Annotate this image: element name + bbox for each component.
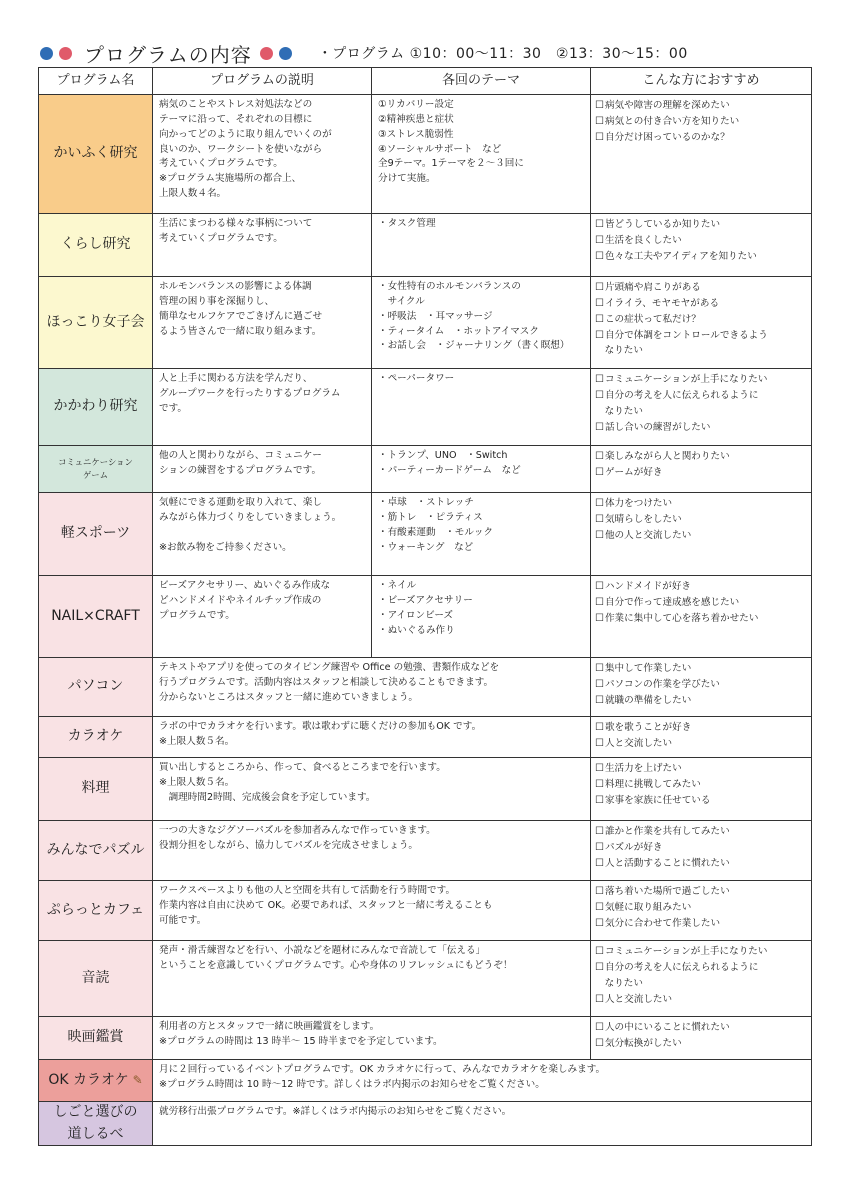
program-name: 映画鑑賞 xyxy=(67,1029,124,1046)
table-row xyxy=(39,214,812,277)
description-line: 気軽にできる運動を取り入れて、楽し xyxy=(159,497,322,508)
table-row xyxy=(39,1102,812,1146)
recommendation-item: ☐ 病気との付き合い方を知りたい xyxy=(595,114,805,130)
table-row xyxy=(39,446,812,493)
table-row xyxy=(39,717,812,758)
recommendation-continuation: なりたい xyxy=(595,345,643,357)
program-description-cell xyxy=(153,1060,812,1102)
recommendation-item: ☐ 家事を家族に任せている xyxy=(595,793,805,809)
program-themes-cell xyxy=(372,493,591,576)
table-row xyxy=(39,1060,812,1102)
theme-line: ・有酸素運動 ・モルック xyxy=(378,526,494,538)
program-description-cell xyxy=(153,446,372,493)
table-row xyxy=(39,95,812,214)
table-row xyxy=(39,1017,812,1060)
recommendation-item: ☐ 自分の考えを人に伝えられるように xyxy=(595,960,805,976)
description-line: 向かってどのように取り組んでいくのが xyxy=(159,128,332,140)
program-name: パソコン xyxy=(67,678,124,695)
recommendation-item: ☐ 歌を歌うことが好き xyxy=(595,720,805,736)
program-description-cell xyxy=(153,493,372,576)
program-name-cell xyxy=(39,493,153,576)
theme-line: ・呼吸法 ・耳マッサージ xyxy=(378,310,493,322)
description-line: ※プログラム実施場所の都合上、 xyxy=(159,173,302,185)
description-line: ※上限人数５名。 xyxy=(159,776,235,788)
description-line: 考えていくプログラムです。 xyxy=(159,232,283,244)
program-description-cell xyxy=(153,1017,591,1060)
description-line: 買い出しするところから、作って、食べるところまでを行います。 xyxy=(159,762,446,773)
table-row xyxy=(39,493,812,576)
program-name-cell xyxy=(39,277,153,369)
theme-line: ・タスク管理 xyxy=(378,218,436,229)
program-themes-cell xyxy=(372,95,591,214)
program-description-cell xyxy=(153,717,591,758)
program-name-cell xyxy=(39,658,153,717)
program-description-cell xyxy=(153,941,591,1017)
recommendation-item: ☐ 作業に集中して心を落ち着かせたい xyxy=(595,611,805,627)
theme-line: ・パーティーカードゲーム など xyxy=(378,464,521,476)
program-description-cell xyxy=(153,576,372,658)
description-line: 可能です。 xyxy=(159,914,207,926)
description-line: 一つの大きなジグソーパズルを参加者みんなで作っていきます。 xyxy=(159,825,436,836)
recommendation-item: ☐ パソコンの作業を学びたい xyxy=(595,677,805,693)
description-line: みながら体力づくりをしていきましょう。 xyxy=(159,511,342,523)
recommendation-cell xyxy=(591,881,812,941)
recommendation-cell xyxy=(591,658,812,717)
theme-line: ・女性特有のホルモンバランスの xyxy=(378,281,521,292)
description-line: ラボの中でカラオケを行います。歌は歌わずに聴くだけの参加もOK です。 xyxy=(159,721,482,732)
program-name: かかわり研究 xyxy=(53,398,138,415)
program-name: 料理 xyxy=(81,780,110,797)
recommendation-item: ☐ 病気や障害の理解を深めたい xyxy=(595,98,805,114)
recommendation-cell xyxy=(591,1017,812,1060)
description-line: 発声・滑舌練習などを行い、小説などを題材にみんなで音読して「伝える」 xyxy=(159,945,486,956)
program-name-cell xyxy=(39,1102,153,1146)
recommendation-item: ☐ 人と交流したい xyxy=(595,736,805,752)
program-description-cell xyxy=(153,277,372,369)
program-name: 軽スポーツ xyxy=(60,525,131,542)
recommendation-item: ☐ 気軽に取り組みたい xyxy=(595,900,805,916)
recommendation-item: ☐ 人と活動することに慣れたい xyxy=(595,856,805,872)
recommendation-item: ☐ 自分で作って達成感を感じたい xyxy=(595,595,805,611)
dot-red-icon xyxy=(260,47,273,60)
theme-line: ・ビーズアクセサリー xyxy=(378,594,473,606)
program-description-cell xyxy=(153,214,372,277)
theme-line: ①リカバリー設定 xyxy=(378,99,454,110)
theme-line: ・ペーパータワー xyxy=(378,373,455,384)
theme-line: ・筋トレ ・ピラティス xyxy=(378,511,483,523)
program-themes-cell xyxy=(372,369,591,446)
program-table xyxy=(38,67,812,1146)
recommendation-item: ☐ 色々な工夫やアイディアを知りたい xyxy=(595,249,805,265)
recommendation-cell xyxy=(591,277,812,369)
description-line: 就労移行出張プログラムです。※詳しくはラボ内掲示のお知らせをご覧ください。 xyxy=(159,1106,512,1117)
program-name: かいふく研究 xyxy=(53,145,138,162)
table-row xyxy=(39,277,812,369)
recommendation-item: ☐ 自分だけ困っているのかな？ xyxy=(595,130,805,146)
table-row xyxy=(39,758,812,821)
theme-line: ・お話し会 ・ジャーナリング（書く瞑想） xyxy=(378,340,570,352)
table-header-row xyxy=(39,68,812,95)
recommendation-cell xyxy=(591,446,812,493)
program-description-cell xyxy=(153,658,591,717)
program-schedule: ・プログラム ①10：00〜11：30 ②13：30〜15：00 xyxy=(317,46,688,62)
description-line: 簡単なセルフケアでごきげんに過ごせ xyxy=(159,310,323,322)
program-name: NAIL×CRAFT xyxy=(51,607,140,624)
program-name-cell xyxy=(39,214,153,277)
recommendation-item: ☐ 集中して作業したい xyxy=(595,661,805,677)
table-row xyxy=(39,821,812,881)
recommendation-item: ☐ この症状って私だけ？ xyxy=(595,312,805,328)
description-line: ションの練習をするプログラムです。 xyxy=(159,464,322,476)
column-header: プログラム名 xyxy=(39,68,153,95)
recommendation-cell xyxy=(591,758,812,821)
recommendation-item: ☐ コミュニケーションが上手になりたい xyxy=(595,944,805,960)
recommendation-cell xyxy=(591,214,812,277)
program-name-cell xyxy=(39,95,153,214)
program-description-cell xyxy=(153,369,372,446)
description-line: どハンドメイドやネイルチップ作成の xyxy=(159,594,322,606)
recommendation-item: ☐ 話し合いの練習がしたい xyxy=(595,420,805,436)
description-line: 人と上手に関わる方法を学んだり、 xyxy=(159,373,313,384)
table-row xyxy=(39,941,812,1017)
recommendation-cell xyxy=(591,821,812,881)
description-line: テキストやアプリを使ってのタイピング練習や Office の勉強、書類作成などを xyxy=(159,662,500,673)
recommendation-item: ☐ 気分に合わせて作業したい xyxy=(595,916,805,932)
description-line: 分からないところはスタッフと一緒に進めていきましょう。 xyxy=(159,691,419,703)
description-line: 良いのか、ワークシートを使いながら xyxy=(159,143,323,155)
description-line: テーマに沿って、それぞれの目標に xyxy=(159,113,313,125)
program-name-cell xyxy=(39,941,153,1017)
table-row xyxy=(39,658,812,717)
recommendation-item: ☐ 生活力を上げたい xyxy=(595,761,805,777)
theme-line: ・ティータイム ・ホットアイマスク xyxy=(378,325,539,337)
description-line: 他の人と関わりながら、コミュニケー xyxy=(159,450,322,461)
description-line: ※プログラムの時間は 13 時半〜 15 時半までを予定しています。 xyxy=(159,1035,443,1047)
description-line: ワークスペースよりも他の人と空間を共有して活動を行う時間です。 xyxy=(159,885,456,896)
program-name: しごと選びの xyxy=(53,1104,138,1120)
program-name-cell xyxy=(39,1017,153,1060)
theme-line: ・アイロンビーズ xyxy=(378,609,454,621)
theme-line: 全9テーマ。1テーマを２〜３回に xyxy=(378,158,524,170)
recommendation-item: ☐ パズルが好き xyxy=(595,840,805,856)
recommendation-item: ☐ ハンドメイドが好き xyxy=(595,579,805,595)
recommendation-item: ☐ 人と交流したい xyxy=(595,992,805,1008)
recommendation-cell xyxy=(591,941,812,1017)
recommendation-item: ☐ 皆どうしているか知りたい xyxy=(595,217,805,233)
recommendation-continuation: なりたい xyxy=(595,405,643,417)
description-line: 病気のことやストレス対処法などの xyxy=(159,99,313,110)
recommendation-item: ☐ 気晴らしをしたい xyxy=(595,512,805,528)
description-line: ※上限人数５名。 xyxy=(159,735,235,747)
description-line: 考えていくプログラムです。 xyxy=(159,158,283,170)
recommendation-item: ☐ 誰かと作業を共有してみたい xyxy=(595,824,805,840)
program-name: ぷらっとカフェ xyxy=(46,901,145,918)
program-description-cell xyxy=(153,95,372,214)
recommendation-cell xyxy=(591,95,812,214)
theme-line: ・ネイル xyxy=(378,580,417,591)
program-description-cell xyxy=(153,758,591,821)
program-themes-cell xyxy=(372,214,591,277)
description-line: 上限人数４名。 xyxy=(159,188,227,200)
program-description-cell xyxy=(153,881,591,941)
description-line: 管理の困り事を深掘りし、 xyxy=(159,295,275,307)
description-line: ということを意識していくプログラムです。心や身体のリフレッシュにもどうぞ！ xyxy=(159,959,513,971)
description-line: ※お飲み物をご持参ください。 xyxy=(159,541,292,553)
description-line: 役割分担をしながら、協力してパズルを完成させましょう。 xyxy=(159,839,419,851)
program-name-cell xyxy=(39,881,153,941)
page-title: プログラムの内容 xyxy=(84,42,252,67)
recommendation-cell xyxy=(591,717,812,758)
page-header xyxy=(40,38,688,68)
program-name-cell xyxy=(39,821,153,881)
theme-line: ・ウォーキング など xyxy=(378,541,474,553)
program-name-cell xyxy=(39,369,153,446)
recommendation-item: ☐ 人の中にいることに慣れたい xyxy=(595,1020,805,1036)
description-line: ビーズアクセサリー、ぬいぐるみ作成な xyxy=(159,580,331,591)
theme-line: サイクル xyxy=(378,295,425,307)
recommendation-item: ☐ 就職の準備をしたい xyxy=(595,693,805,709)
program-name: OK カラオケ xyxy=(48,1071,129,1088)
description-line xyxy=(159,526,365,541)
program-name: 音読 xyxy=(81,969,110,986)
program-name-cell xyxy=(39,446,153,493)
program-themes-cell xyxy=(372,446,591,493)
column-header: 各回のテーマ xyxy=(372,68,591,95)
program-name-cell xyxy=(39,576,153,658)
description-line: プログラムです。 xyxy=(159,609,235,621)
theme-line: ③ストレス脆弱性 xyxy=(378,128,454,140)
program-name: みんなでパズル xyxy=(46,841,145,858)
table-body xyxy=(39,95,812,1146)
description-line: 月に２回行っているイベントプログラムです。OK カラオケに行って、みんなでカラオケを楽しみます。 xyxy=(159,1064,606,1075)
program-name: くらし研究 xyxy=(60,236,131,253)
program-name-cell xyxy=(39,1060,153,1102)
program-description-cell xyxy=(153,1102,812,1146)
description-line: です。 xyxy=(159,402,188,414)
dot-blue-icon xyxy=(40,47,53,60)
description-line: 行うプログラムです。活動内容はスタッフと相談して決めることもできます。 xyxy=(159,676,494,688)
program-name: カラオケ xyxy=(67,728,124,745)
theme-line: ・トランプ、UNO ・Switch xyxy=(378,450,508,461)
column-header: こんな方におすすめ xyxy=(591,68,812,95)
program-name-cell xyxy=(39,717,153,758)
recommendation-cell xyxy=(591,493,812,576)
recommendation-item: ☐ 体力をつけたい xyxy=(595,496,805,512)
program-name: ほっこり女子会 xyxy=(46,313,145,330)
recommendation-item: ☐ コミュニケーションが上手になりたい xyxy=(595,372,805,388)
recommendation-cell xyxy=(591,369,812,446)
recommendation-item: ☐ 他の人と交流したい xyxy=(595,528,805,544)
recommendation-item: ☐ 楽しみながら人と関わりたい xyxy=(595,449,805,465)
program-name: コミュニケーション xyxy=(58,456,133,467)
recommendation-item: ☐ 料理に挑戦してみたい xyxy=(595,777,805,793)
recommendation-item: ☐ 片頭痛や肩こりがある xyxy=(595,280,805,296)
description-line: ※プログラム時間は 10 時〜12 時です。詳しくはラボ内掲示のお知らせをご覧ください。 xyxy=(159,1078,545,1090)
theme-line: ④ソーシャルサポート など xyxy=(378,143,502,155)
column-header: プログラムの説明 xyxy=(153,68,372,95)
theme-line: 分けて実施。 xyxy=(378,173,436,185)
dot-blue-icon xyxy=(279,47,292,60)
program-name: ゲーム xyxy=(82,470,109,480)
program-themes-cell xyxy=(372,277,591,369)
recommendation-item: ☐ 生活を良くしたい xyxy=(595,233,805,249)
description-line: 利用者の方とスタッフで一緒に映画鑑賞をします。 xyxy=(159,1021,380,1032)
program-description-cell xyxy=(153,821,591,881)
table-row xyxy=(39,576,812,658)
table-row xyxy=(39,881,812,941)
recommendation-item: ☐ 気分転換がしたい xyxy=(595,1036,805,1052)
description-line: 調理時間2時間、完成後会食を予定しています。 xyxy=(159,791,376,803)
theme-line: ・ぬいぐるみ作り xyxy=(378,624,455,636)
recommendation-item: ☐ イライラ、モヤモヤがある xyxy=(595,296,805,312)
dot-red-icon xyxy=(59,47,72,60)
theme-line: ・卓球 ・ストレッチ xyxy=(378,497,474,508)
description-line: るよう皆さんで一緒に取り組みます。 xyxy=(159,325,322,337)
program-name: 道しるべ xyxy=(67,1125,124,1142)
recommendation-item: ☐ ゲームが好き xyxy=(595,465,805,481)
recommendation-item: ☐ 落ち着いた場所で過ごしたい xyxy=(595,884,805,900)
theme-line: ②精神疾患と症状 xyxy=(378,113,454,125)
recommendation-cell xyxy=(591,576,812,658)
program-name-cell xyxy=(39,758,153,821)
description-line: グループワークを行ったりするプログラム xyxy=(159,387,341,399)
pencil-icon: ✎ xyxy=(128,1072,143,1087)
recommendation-continuation: なりたい xyxy=(595,977,643,989)
recommendation-item: ☐ 自分で体調をコントロールできるよう xyxy=(595,328,805,344)
program-themes-cell xyxy=(372,576,591,658)
description-line: 作業内容は自由に決めて OK。必要であれば、スタッフと一緒に考えることも xyxy=(159,899,493,911)
table-row xyxy=(39,369,812,446)
description-line: 生活にまつわる様々な事柄について xyxy=(159,218,313,229)
description-line: ホルモンバランスの影響による体調 xyxy=(159,281,312,292)
recommendation-item: ☐ 自分の考えを人に伝えられるように xyxy=(595,388,805,404)
